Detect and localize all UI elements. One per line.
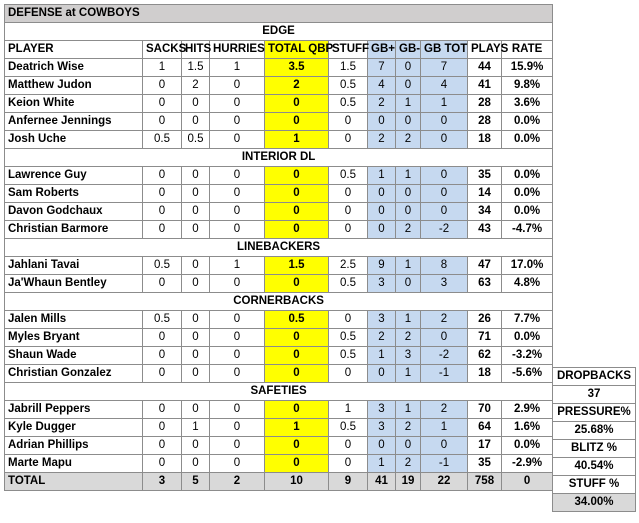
gb-plus: 3 [368,419,396,437]
gb-minus: 2 [396,419,421,437]
plays: 26 [468,311,502,329]
rate: 0.0% [502,203,553,221]
total-qbp: 0 [265,185,329,203]
hurries: 0 [210,329,265,347]
player-row [5,221,553,239]
hurries: 0 [210,113,265,131]
hits: 0 [182,455,210,473]
summary-label: DROPBACKS [553,368,636,386]
hits: 0 [182,221,210,239]
section-header [5,293,553,311]
hurries: 0 [210,203,265,221]
gb-plus: 1 [368,167,396,185]
player-name: Ja'Whaun Bentley [5,275,143,293]
total-qbp: 1 [265,419,329,437]
gb-plus: 1 [368,347,396,365]
plays: 17 [468,437,502,455]
hits: 0 [182,203,210,221]
player-name: Jalen Mills [5,311,143,329]
player-row [5,437,553,455]
gb-plus: 4 [368,77,396,95]
player-row [5,185,553,203]
column-header: RATE [502,41,553,59]
gb-tot: 0 [421,131,468,149]
rate: 2.9% [502,401,553,419]
stuff: 0 [329,113,368,131]
sacks: 0 [143,221,182,239]
plays: 62 [468,347,502,365]
total-qbp: 0 [265,275,329,293]
sacks: 0 [143,437,182,455]
hurries: 0 [210,275,265,293]
summary-row [553,458,636,476]
total-qbp: 1 [265,131,329,149]
hits: 0 [182,257,210,275]
gb-tot: 1 [421,95,468,113]
column-header: HURRIES [210,41,265,59]
rate: 9.8% [502,77,553,95]
total-rate: 0 [502,473,553,491]
total-gb-tot: 22 [421,473,468,491]
plays: 14 [468,185,502,203]
section-title: CORNERBACKS [5,293,553,311]
player-row [5,77,553,95]
player-name: Christian Gonzalez [5,365,143,383]
sacks: 0 [143,203,182,221]
rate: 0.0% [502,329,553,347]
player-row [5,131,553,149]
summary-label: PRESSURE% [553,404,636,422]
rate: -5.6% [502,365,553,383]
summary-row [553,440,636,458]
sacks: 0 [143,167,182,185]
summary-table [552,367,636,512]
gb-plus: 2 [368,329,396,347]
player-row [5,203,553,221]
gb-tot: 7 [421,59,468,77]
stuff: 0.5 [329,77,368,95]
gb-minus: 0 [396,275,421,293]
gb-tot: 2 [421,311,468,329]
total-hits: 5 [182,473,210,491]
player-name: Adrian Phillips [5,437,143,455]
hits: 0 [182,167,210,185]
column-header: STUFF [329,41,368,59]
section-header [5,149,553,167]
gb-plus: 0 [368,437,396,455]
player-name: Jahlani Tavai [5,257,143,275]
rate: 3.6% [502,95,553,113]
hits: 0 [182,95,210,113]
player-row [5,347,553,365]
player-row [5,275,553,293]
total-qbp: 0 [265,365,329,383]
total-qbp: 0 [265,347,329,365]
gb-minus: 2 [396,221,421,239]
gb-tot: 0 [421,167,468,185]
table-title: DEFENSE at COWBOYS [5,5,553,23]
stuff: 1 [329,401,368,419]
player-name: Sam Roberts [5,185,143,203]
stuff: 0.5 [329,329,368,347]
plays: 18 [468,365,502,383]
player-name: Christian Barmore [5,221,143,239]
sacks: 0 [143,329,182,347]
total-qbp: 0 [265,113,329,131]
hurries: 0 [210,185,265,203]
total-gb-plus: 41 [368,473,396,491]
player-name: Matthew Judon [5,77,143,95]
gb-tot: 0 [421,203,468,221]
sacks: 0 [143,455,182,473]
gb-plus: 0 [368,185,396,203]
gb-tot: 1 [421,419,468,437]
section-header [5,239,553,257]
gb-minus: 0 [396,113,421,131]
rate: -2.9% [502,455,553,473]
player-name: Jabrill Peppers [5,401,143,419]
section-title: LINEBACKERS [5,239,553,257]
gb-plus: 2 [368,131,396,149]
total-row [5,473,553,491]
summary-row [553,494,636,512]
column-header: PLAYS [468,41,502,59]
plays: 71 [468,329,502,347]
gb-tot: 0 [421,185,468,203]
player-name: Josh Uche [5,131,143,149]
sacks: 0.5 [143,311,182,329]
gb-tot: 2 [421,401,468,419]
gb-minus: 0 [396,203,421,221]
hits: 0 [182,437,210,455]
hurries: 0 [210,365,265,383]
summary-row [553,422,636,440]
player-name: Lawrence Guy [5,167,143,185]
section-header [5,383,553,401]
rate: 0.0% [502,185,553,203]
player-row [5,113,553,131]
column-header: HITS [182,41,210,59]
gb-minus: 1 [396,167,421,185]
stuff: 2.5 [329,257,368,275]
total-qbp: 0 [265,221,329,239]
player-row [5,167,553,185]
gb-plus: 3 [368,275,396,293]
gb-plus: 3 [368,311,396,329]
column-header: SACKS [143,41,182,59]
stuff: 1.5 [329,59,368,77]
total-hurries: 2 [210,473,265,491]
total-qbp: 0 [265,95,329,113]
plays: 63 [468,275,502,293]
total-qbp: 0 [265,437,329,455]
player-row [5,419,553,437]
stuff: 0 [329,131,368,149]
gb-minus: 0 [396,437,421,455]
rate: 17.0% [502,257,553,275]
gb-plus: 2 [368,95,396,113]
column-header: TOTAL QBP [265,41,329,59]
plays: 28 [468,113,502,131]
player-name: Deatrich Wise [5,59,143,77]
rate: 4.8% [502,275,553,293]
total-qbp: 2 [265,77,329,95]
stuff: 0 [329,185,368,203]
sacks: 0 [143,347,182,365]
hurries: 0 [210,77,265,95]
gb-tot: 0 [421,113,468,131]
hurries: 0 [210,167,265,185]
stuff: 0 [329,437,368,455]
player-row [5,311,553,329]
player-name: Shaun Wade [5,347,143,365]
hurries: 0 [210,311,265,329]
stuff: 0.5 [329,95,368,113]
sacks: 0 [143,185,182,203]
summary-row [553,368,636,386]
column-header: PLAYER [5,41,143,59]
summary-label: BLITZ % [553,440,636,458]
hits: 2 [182,77,210,95]
player-name: Davon Godchaux [5,203,143,221]
plays: 47 [468,257,502,275]
player-row [5,365,553,383]
hits: 0 [182,365,210,383]
gb-plus: 0 [368,365,396,383]
rate: -3.2% [502,347,553,365]
total-qbp: 0 [265,329,329,347]
hurries: 0 [210,455,265,473]
summary-row [553,386,636,404]
gb-plus: 7 [368,59,396,77]
total-plays: 758 [468,473,502,491]
plays: 35 [468,455,502,473]
summary-label: STUFF % [553,476,636,494]
total-qbp: 0.5 [265,311,329,329]
summary-value: 37 [553,386,636,404]
gb-minus: 1 [396,311,421,329]
gb-minus: 0 [396,59,421,77]
player-row [5,95,553,113]
summary-value: 40.54% [553,458,636,476]
sacks: 0 [143,275,182,293]
sacks: 0 [143,95,182,113]
hurries: 0 [210,95,265,113]
stuff: 0 [329,221,368,239]
total-qbp: 1.5 [265,257,329,275]
hits: 0 [182,275,210,293]
column-header-row [5,41,553,59]
total-qbp: 0 [265,203,329,221]
player-row [5,455,553,473]
gb-plus: 1 [368,455,396,473]
hits: 0 [182,311,210,329]
gb-tot: 4 [421,77,468,95]
rate: 0.0% [502,113,553,131]
plays: 70 [468,401,502,419]
hits: 0 [182,113,210,131]
hurries: 1 [210,59,265,77]
title-row [5,5,553,23]
hits: 0.5 [182,131,210,149]
gb-plus: 0 [368,113,396,131]
plays: 18 [468,131,502,149]
hurries: 0 [210,131,265,149]
defense-stats-table [4,4,553,491]
rate: 0.0% [502,167,553,185]
section-title: INTERIOR DL [5,149,553,167]
hits: 0 [182,329,210,347]
plays: 64 [468,419,502,437]
section-title: EDGE [5,23,553,41]
plays: 43 [468,221,502,239]
hurries: 0 [210,401,265,419]
summary-row [553,404,636,422]
plays: 28 [468,95,502,113]
gb-plus: 0 [368,203,396,221]
summary-value: 25.68% [553,422,636,440]
player-row [5,401,553,419]
hits: 1.5 [182,59,210,77]
sacks: 0.5 [143,257,182,275]
gb-minus: 2 [396,455,421,473]
stuff: 0 [329,311,368,329]
rate: 7.7% [502,311,553,329]
gb-tot: 0 [421,437,468,455]
rate: -4.7% [502,221,553,239]
gb-minus: 1 [396,365,421,383]
player-name: Kyle Dugger [5,419,143,437]
total-qbp: 0 [265,455,329,473]
sacks: 0.5 [143,131,182,149]
gb-tot: -2 [421,221,468,239]
gb-minus: 1 [396,95,421,113]
gb-minus: 2 [396,131,421,149]
column-header: GB TOT [421,41,468,59]
summary-value: 34.00% [553,494,636,512]
stuff: 0 [329,203,368,221]
stuff: 0 [329,455,368,473]
player-name: Marte Mapu [5,455,143,473]
player-row [5,257,553,275]
player-row [5,59,553,77]
rate: 0.0% [502,131,553,149]
stuff: 0.5 [329,167,368,185]
sacks: 0 [143,419,182,437]
section-title: SAFETIES [5,383,553,401]
gb-plus: 0 [368,221,396,239]
plays: 35 [468,167,502,185]
gb-minus: 1 [396,401,421,419]
gb-minus: 0 [396,185,421,203]
section-header [5,23,553,41]
total-total-qbp: 10 [265,473,329,491]
player-name: Anfernee Jennings [5,113,143,131]
gb-tot: 0 [421,329,468,347]
plays: 34 [468,203,502,221]
total-player-name: TOTAL [5,473,143,491]
stuff: 0.5 [329,419,368,437]
rate: 0.0% [502,437,553,455]
plays: 41 [468,77,502,95]
total-qbp: 3.5 [265,59,329,77]
rate: 15.9% [502,59,553,77]
sacks: 0 [143,113,182,131]
column-header: GB+ [368,41,396,59]
stuff: 0.5 [329,347,368,365]
plays: 44 [468,59,502,77]
gb-plus: 9 [368,257,396,275]
total-qbp: 0 [265,167,329,185]
gb-minus: 1 [396,257,421,275]
hurries: 0 [210,347,265,365]
hurries: 0 [210,419,265,437]
sacks: 0 [143,401,182,419]
stuff: 0 [329,365,368,383]
sacks: 0 [143,77,182,95]
total-qbp: 0 [265,401,329,419]
gb-minus: 2 [396,329,421,347]
hits: 1 [182,419,210,437]
player-row [5,329,553,347]
gb-minus: 0 [396,77,421,95]
sacks: 1 [143,59,182,77]
rate: 1.6% [502,419,553,437]
hurries: 1 [210,257,265,275]
total-gb-minus: 19 [396,473,421,491]
player-name: Keion White [5,95,143,113]
gb-plus: 3 [368,401,396,419]
gb-tot: 8 [421,257,468,275]
gb-tot: -1 [421,365,468,383]
gb-tot: -1 [421,455,468,473]
player-name: Myles Bryant [5,329,143,347]
total-stuff: 9 [329,473,368,491]
summary-row [553,476,636,494]
hurries: 0 [210,437,265,455]
gb-tot: 3 [421,275,468,293]
column-header: GB- [396,41,421,59]
total-sacks: 3 [143,473,182,491]
hits: 0 [182,347,210,365]
gb-tot: -2 [421,347,468,365]
hits: 0 [182,401,210,419]
stuff: 0.5 [329,275,368,293]
gb-minus: 3 [396,347,421,365]
hits: 0 [182,185,210,203]
hurries: 0 [210,221,265,239]
sacks: 0 [143,365,182,383]
